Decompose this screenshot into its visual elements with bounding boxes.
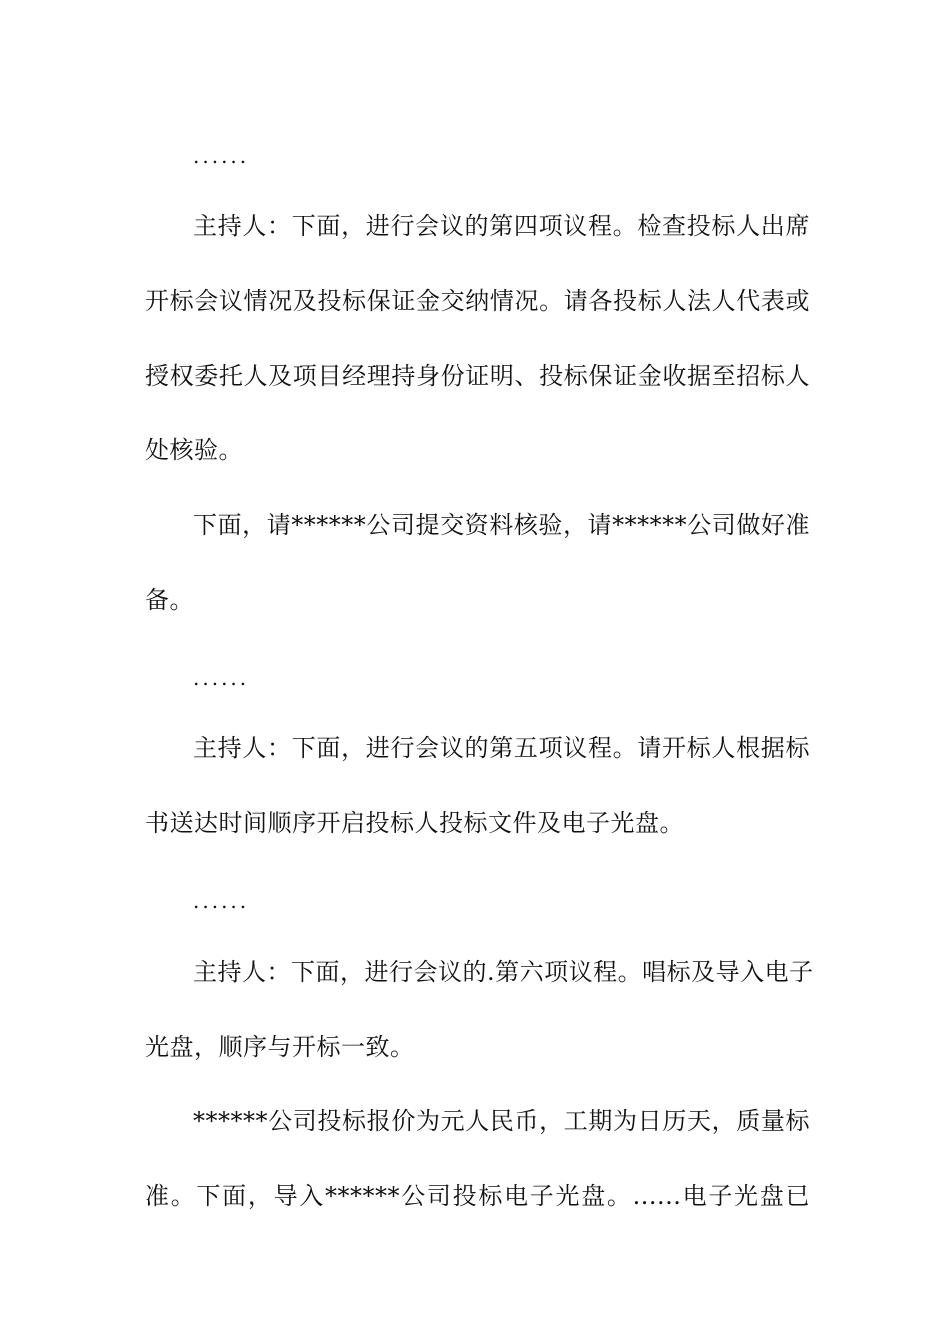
paragraph-line: 准。下面，导入******公司投标电子光盘。......电子光盘已 [145,1182,810,1210]
paragraph-line: 备。 [145,586,194,614]
paragraph-line: ******公司投标报价为元人民币，工期为日历天，质量标 [193,1107,810,1135]
paragraph-line: 主持人：下面，进行会议的第四项议程。检查投标人出席 [193,212,810,240]
ellipsis-line: ...... [193,144,250,168]
paragraph-line: 书送达时间顺序开启投标人投标文件及电子光盘。 [145,809,684,837]
paragraph-line: 处核验。 [145,436,243,464]
paragraph-line: 光盘，顺序与开标一致。 [145,1033,415,1061]
paragraph-line: 主持人：下面，进行会议的.第六项议程。唱标及导入电子 [193,958,814,986]
paragraph-line: 开标会议情况及投标保证金交纳情况。请各投标人法人代表或 [145,287,810,315]
paragraph-line: 授权委托人及项目经理持身份证明、投标保证金收据至招标人 [145,362,810,390]
ellipsis-line: ...... [193,889,250,913]
ellipsis-line: ...... [193,666,250,690]
paragraph-line: 下面，请******公司提交资料核验，请******公司做好准 [193,511,810,539]
paragraph-line: 主持人：下面，进行会议的第五项议程。请开标人根据标 [193,734,810,762]
